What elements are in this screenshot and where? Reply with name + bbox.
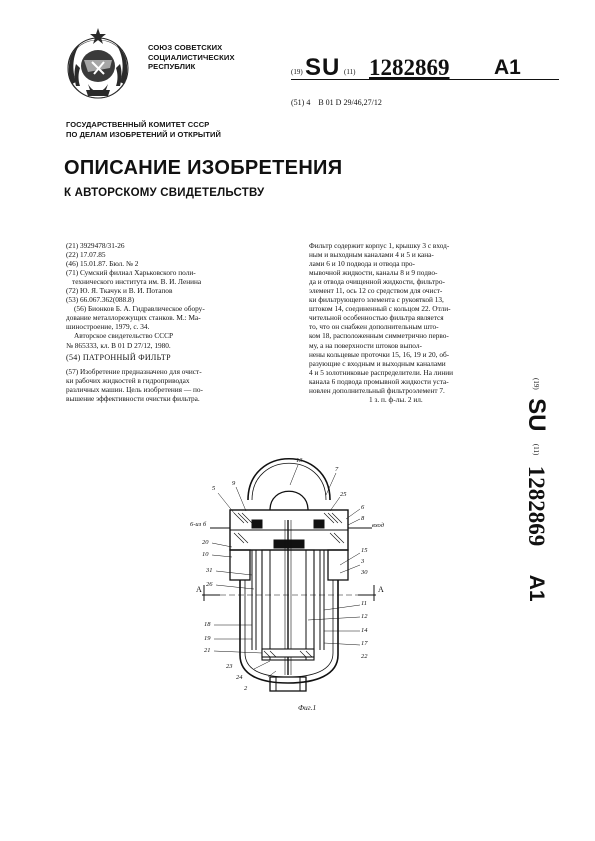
stamp-country: SU (523, 398, 550, 432)
org-line: СОЦИАЛИСТИЧЕСКИХ (148, 52, 235, 62)
code-11: (11) (344, 68, 356, 76)
part-label: 3 (361, 558, 365, 565)
part-label: 6 (361, 504, 365, 511)
stamp-kind: A1 (525, 574, 548, 602)
part-label: 11 (361, 600, 368, 607)
part-label: 23 (226, 663, 233, 670)
part-label: 19 (204, 635, 211, 642)
biblio-line: технического института им. В. И. Ленина (72, 277, 202, 287)
biblio-line: (71) Сумский филиал Харьковского поли- (66, 268, 196, 278)
biblio-line: дование металлорежущих станков. М.: Ма- (66, 313, 201, 323)
biblio-line: (46) 15.01.87. Бюл. № 2 (66, 259, 139, 269)
part-label: 5 (212, 485, 216, 492)
biblio-line: шиностроение, 1979, с. 34. (66, 322, 150, 332)
port-in-left: 6-из б (190, 521, 207, 528)
code-19: (19) (291, 68, 303, 76)
invention-title: (54) ПАТРОННЫЙ ФИЛЬТР (66, 353, 171, 362)
part-label: 17 (361, 640, 368, 647)
ipc-classification: В 01 D 29/46,27/12 (318, 98, 382, 107)
part-label: 8 (361, 515, 365, 522)
biblio-line: (56) Бионков Б. А. Гидравлическое обору- (74, 304, 205, 314)
abstract-line: элемент 11, ось 12 со средством для очист- (309, 286, 443, 296)
abstract-line: ком 18, расположенным симметрично перво- (309, 331, 449, 341)
part-label: 22 (361, 653, 368, 660)
biblio-line: № 865333, кл. В 01 D 27/12, 1980. (66, 340, 171, 350)
part-label: 26 (206, 581, 213, 588)
section-marker-left: А (196, 585, 202, 594)
part-label: 12 (361, 613, 368, 620)
abstract-line: то, что он снабжен дополнительным што- (309, 322, 439, 332)
abstract-line: 1 з. п. ф-лы. 2 ил. (369, 394, 423, 404)
country-code: SU (305, 54, 341, 81)
org-name (148, 44, 235, 71)
code-51: (51) 4 (291, 98, 311, 107)
doc-kind: A1 (494, 56, 521, 79)
abstract-line: лами 6 и 10 подвода и отвода про- (309, 259, 415, 269)
side-stamp (520, 378, 580, 678)
stamp-number: 1282869 (524, 465, 549, 547)
part-label: 14 (361, 627, 368, 634)
part-label: 2 (244, 685, 248, 692)
abstract-line: нены кольцевые проточки 15, 16, 19 и 20, об- (309, 349, 450, 359)
part-label: 7 (335, 466, 339, 473)
stamp-code-11: (11) (532, 443, 540, 456)
abstract-right (309, 241, 537, 404)
org-line: РЕСПУБЛИК (148, 62, 196, 72)
part-label: 31 (206, 567, 213, 574)
abstract-line: ным и выходным каналами 4 и 5 и кана- (309, 250, 434, 260)
biblio-line: (53) 66.067.362(088.8) (66, 295, 135, 305)
state-emblem (58, 24, 138, 104)
part-label: 24 (236, 674, 243, 681)
document-subtitle: К АВТОРСКОМУ СВИДЕТЕЛЬСТВУ (64, 187, 265, 199)
part-label: 21 (204, 647, 211, 654)
abstract-line: (57) Изобретение предназначено для очист- (66, 367, 202, 376)
biblio-line: (22) 17.07.85 (66, 250, 106, 260)
committee (66, 121, 221, 138)
biblio-line: (21) 3929478/31-26 (66, 241, 125, 250)
header-rule (291, 79, 559, 80)
abstract-line: Фильтр содержит корпус 1, крышку 3 с вход- (309, 241, 450, 250)
figure-caption: Фиг.1 (298, 703, 317, 712)
part-label: 18 (204, 621, 211, 628)
abstract-line: новлен дополнительный фильтроэлемент 7. (309, 385, 445, 395)
abstract-line: вышение эффективности очистки фильтра. (66, 394, 200, 404)
abstract-line: 4 и 5 золотниковые распределители. На линии (309, 367, 454, 377)
section-marker-right: А (378, 585, 384, 594)
part-label: 13 (296, 457, 303, 464)
technical-drawing (190, 425, 390, 720)
abstract-line: ки рабочих жидкостей в гидроприводах (66, 376, 190, 386)
biblio-line: (72) Ю. Я. Ткачук и В. И. Потапов (66, 286, 173, 296)
abstract-left (66, 367, 296, 403)
stamp-code-19: (19) (532, 378, 540, 390)
abstract-line: да и отвода очищенной жидкости, фильтро- (309, 277, 445, 287)
patent-number: 1282869 (369, 55, 450, 80)
patent-id-line (291, 54, 561, 86)
part-label: 30 (361, 569, 368, 576)
abstract-line: канала 6 подвода промывной жидкости уста- (309, 376, 449, 386)
port-in-right: вход (372, 522, 384, 529)
abstract-line: ки фильтрующего элемента с рукояткой 13, (309, 295, 444, 305)
part-label: 15 (361, 547, 368, 554)
org-line: СОЮЗ СОВЕТСКИХ (148, 43, 223, 52)
abstract-line: мывочной жидкости, каналы 8 и 9 подво- (309, 268, 438, 278)
abstract-line: чительной особенностью фильтра является (309, 313, 444, 323)
abstract-line: разующие с входным и выходным каналами (309, 358, 446, 368)
part-label: 10 (202, 551, 209, 558)
abstract-line: различных машин. Цель изобретения — по- (66, 385, 203, 395)
committee-line: ГОСУДАРСТВЕННЫЙ КОМИТЕТ СССР (66, 120, 210, 129)
document-title: ОПИСАНИЕ ИЗОБРЕТЕНИЯ (64, 157, 343, 179)
biblio-line: Авторское свидетельство СССР (74, 331, 174, 341)
committee-line: ПО ДЕЛАМ ИЗОБРЕТЕНИЙ И ОТКРЫТИЙ (66, 129, 222, 139)
part-label: 25 (340, 491, 347, 498)
abstract-line: штоком 14, соединенный с кольцом 22. Отли- (309, 304, 451, 314)
bibliography (66, 241, 294, 350)
part-label: 20 (202, 539, 209, 546)
abstract-line: му, а на поверхности штоков выпол- (309, 340, 422, 350)
ipc-line (291, 98, 382, 107)
part-label: 9 (232, 480, 236, 487)
